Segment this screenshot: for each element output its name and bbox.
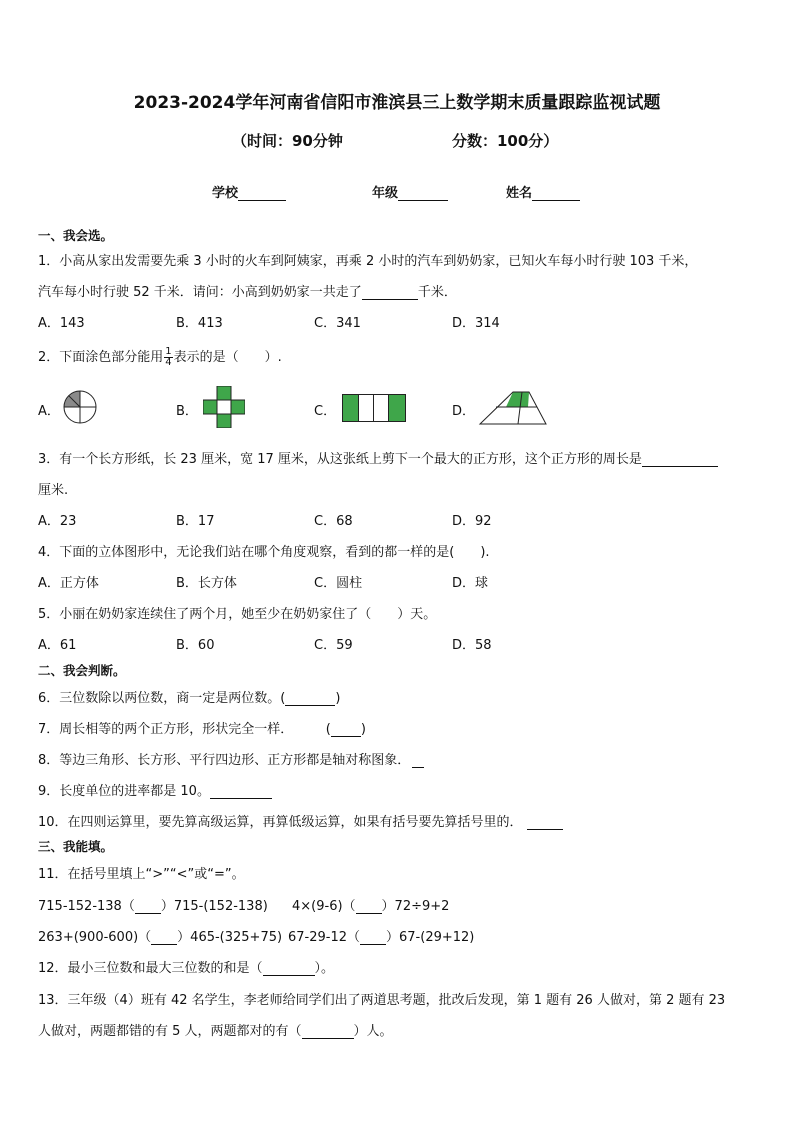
q11-expr4: 67-29-12（ xyxy=(288,930,361,945)
q4-option-b[interactable]: B．长方体 xyxy=(176,576,237,591)
q1-option-a[interactable]: A．143 xyxy=(38,316,85,331)
q4-line: 4．下面的立体图形中，无论我们站在哪个角度观察，看到的都一样的是( ). xyxy=(38,545,490,560)
section-heading-fill: 三、我能填。 xyxy=(38,839,114,854)
q3-option-a[interactable]: A．23 xyxy=(38,514,77,529)
q13-blank[interactable] xyxy=(302,1024,354,1039)
q3-line1 xyxy=(38,448,718,467)
q11-expr4b: ）67-(29+12) xyxy=(386,930,475,945)
section-heading-choice: 一、我会选。 xyxy=(38,228,114,243)
q1-option-d[interactable]: D．314 xyxy=(452,316,500,331)
q6-close: ) xyxy=(335,691,341,706)
exam-time: （时间：90分钟 xyxy=(232,132,343,150)
q9-text: 9．长度单位的进率都是 10。 xyxy=(38,784,210,799)
q3-blank[interactable] xyxy=(642,452,718,467)
q11-expr3b: ）465-(325+75) xyxy=(177,930,283,945)
q8-text: 8．等边三角形、长方形、平行四边形、正方形都是轴对称图象． xyxy=(38,753,411,768)
q6-line xyxy=(38,687,340,706)
grade-blank[interactable] xyxy=(398,186,448,201)
q4-option-c[interactable]: C．圆柱 xyxy=(314,576,363,591)
q3-option-c[interactable]: C．68 xyxy=(314,514,353,529)
q11-expr2: 4×(9-6)（ xyxy=(292,899,356,914)
name-field xyxy=(506,182,580,201)
q7-close: ) xyxy=(360,722,366,737)
q2-text-after: 表示的是（ ）. xyxy=(173,350,282,365)
circle-quarter-shaded-icon xyxy=(62,389,98,425)
q6-blank[interactable] xyxy=(285,691,335,706)
q12-blank[interactable] xyxy=(263,961,315,976)
q1-blank[interactable] xyxy=(362,285,418,300)
q4-option-d[interactable]: D．球 xyxy=(452,576,489,591)
section-heading-judge: 二、我会判断。 xyxy=(38,663,126,678)
q5-option-d[interactable]: D．58 xyxy=(452,638,492,653)
q11-expr1b: ）715-(152-138) xyxy=(160,899,268,914)
q11-blank2[interactable] xyxy=(356,899,382,914)
trapezoid-icon xyxy=(478,390,550,426)
q7-line xyxy=(38,718,366,737)
q12-line xyxy=(38,957,334,976)
q2-line xyxy=(38,346,282,368)
school-field xyxy=(212,182,286,201)
school-blank[interactable] xyxy=(238,186,286,201)
q11-row2-right xyxy=(288,926,474,945)
page-title: 2023-2024学年河南省信阳市淮滨县三上数学期末质量跟踪监视试题 xyxy=(133,93,661,113)
q13-text: 人做对，两题都错的有 5 人，两题都对的有（ xyxy=(38,1024,302,1039)
q2-option-b[interactable]: B． xyxy=(176,404,198,419)
q2-option-a[interactable]: A． xyxy=(38,404,60,419)
q1-line2 xyxy=(38,281,457,300)
q9-blank[interactable] xyxy=(210,784,272,799)
q11-row1-left xyxy=(38,895,268,914)
one-quarter-fraction xyxy=(164,347,172,368)
q5-option-a[interactable]: A．61 xyxy=(38,638,77,653)
q3-option-b[interactable]: B．17 xyxy=(176,514,215,529)
name-blank[interactable] xyxy=(532,186,580,201)
q2-text-before: 2．下面涂色部分能用 xyxy=(38,350,164,365)
q13-close: ）人。 xyxy=(353,1024,393,1039)
rectangle-strips-icon xyxy=(342,394,406,422)
school-label: 学校 xyxy=(212,186,239,201)
q6-text: 6．三位数除以两位数，商一定是两位数。( xyxy=(38,691,286,706)
q11-expr1: 715-152-138（ xyxy=(38,899,135,914)
fraction-denominator: 4 xyxy=(165,357,172,368)
cross-squares-icon xyxy=(203,386,245,428)
q5-option-c[interactable]: C．59 xyxy=(314,638,353,653)
q3-text: 3．有一个长方形纸，长 23 厘米，宽 17 厘米，从这张纸上剪下一个最大的正方形，这个正方形的周长是 xyxy=(38,452,642,467)
q1-unit: 千米． xyxy=(417,285,457,300)
q11-expr2b: ）72÷9+2 xyxy=(381,899,450,914)
q7-blank[interactable] xyxy=(331,722,361,737)
q2-option-d[interactable]: D． xyxy=(452,404,476,419)
q5-option-b[interactable]: B．60 xyxy=(176,638,215,653)
q11-line: 11．在括号里填上“>”“<”或“=”。 xyxy=(38,867,245,882)
q12-close: ）。 xyxy=(314,961,335,976)
q10-text: 10．在四则运算里，要先算高级运算，再算低级运算，如果有括号要先算括号里的． xyxy=(38,815,523,830)
grade-field xyxy=(372,182,448,201)
q3-option-d[interactable]: D．92 xyxy=(452,514,492,529)
q12-text: 12．最小三位数和最大三位数的和是（ xyxy=(38,961,263,976)
q10-blank[interactable] xyxy=(527,815,563,830)
q8-blank[interactable] xyxy=(412,753,424,768)
q7-text: 7．周长相等的两个正方形，形状完全一样． ( xyxy=(38,722,331,737)
q3-unit: 厘米. xyxy=(38,483,69,498)
q9-line xyxy=(38,780,272,799)
exam-score: 分数：100分） xyxy=(452,132,559,150)
q4-option-a[interactable]: A．正方体 xyxy=(38,576,99,591)
q13-line1: 13．三年级（4）班有 42 名学生，李老师给同学们出了两道思考题，批改后发现，第 1 题有 26 人做对，第 2 题有 23 xyxy=(38,993,726,1008)
q11-row2-left xyxy=(38,926,282,945)
q1-text: 汽车每小时行驶 52 千米．请问：小高到奶奶家一共走了 xyxy=(38,285,362,300)
q1-option-b[interactable]: B．413 xyxy=(176,316,223,331)
q11-expr3: 263+(900-600)（ xyxy=(38,930,152,945)
q11-blank4[interactable] xyxy=(360,930,386,945)
q11-blank3[interactable] xyxy=(151,930,177,945)
q11-blank1[interactable] xyxy=(135,899,161,914)
q13-line2 xyxy=(38,1020,393,1039)
q1-line1: 1．小高从家出发需要先乘 3 小时的火车到阿姨家，再乘 2 小时的汽车到奶奶家，已知火车每小时行驶 103 千米， xyxy=(38,254,698,269)
q2-option-c[interactable]: C． xyxy=(314,404,337,419)
fraction-numerator: 1 xyxy=(165,346,172,357)
q5-line: 5．小丽在奶奶家连续住了两个月，她至少在奶奶家住了（ ）天。 xyxy=(38,607,437,622)
name-label: 姓名 xyxy=(506,186,533,201)
q10-line xyxy=(38,811,563,830)
grade-label: 年级 xyxy=(372,186,399,201)
q11-row1-right xyxy=(292,895,449,914)
q1-option-c[interactable]: C．341 xyxy=(314,316,361,331)
q8-line xyxy=(38,749,424,768)
